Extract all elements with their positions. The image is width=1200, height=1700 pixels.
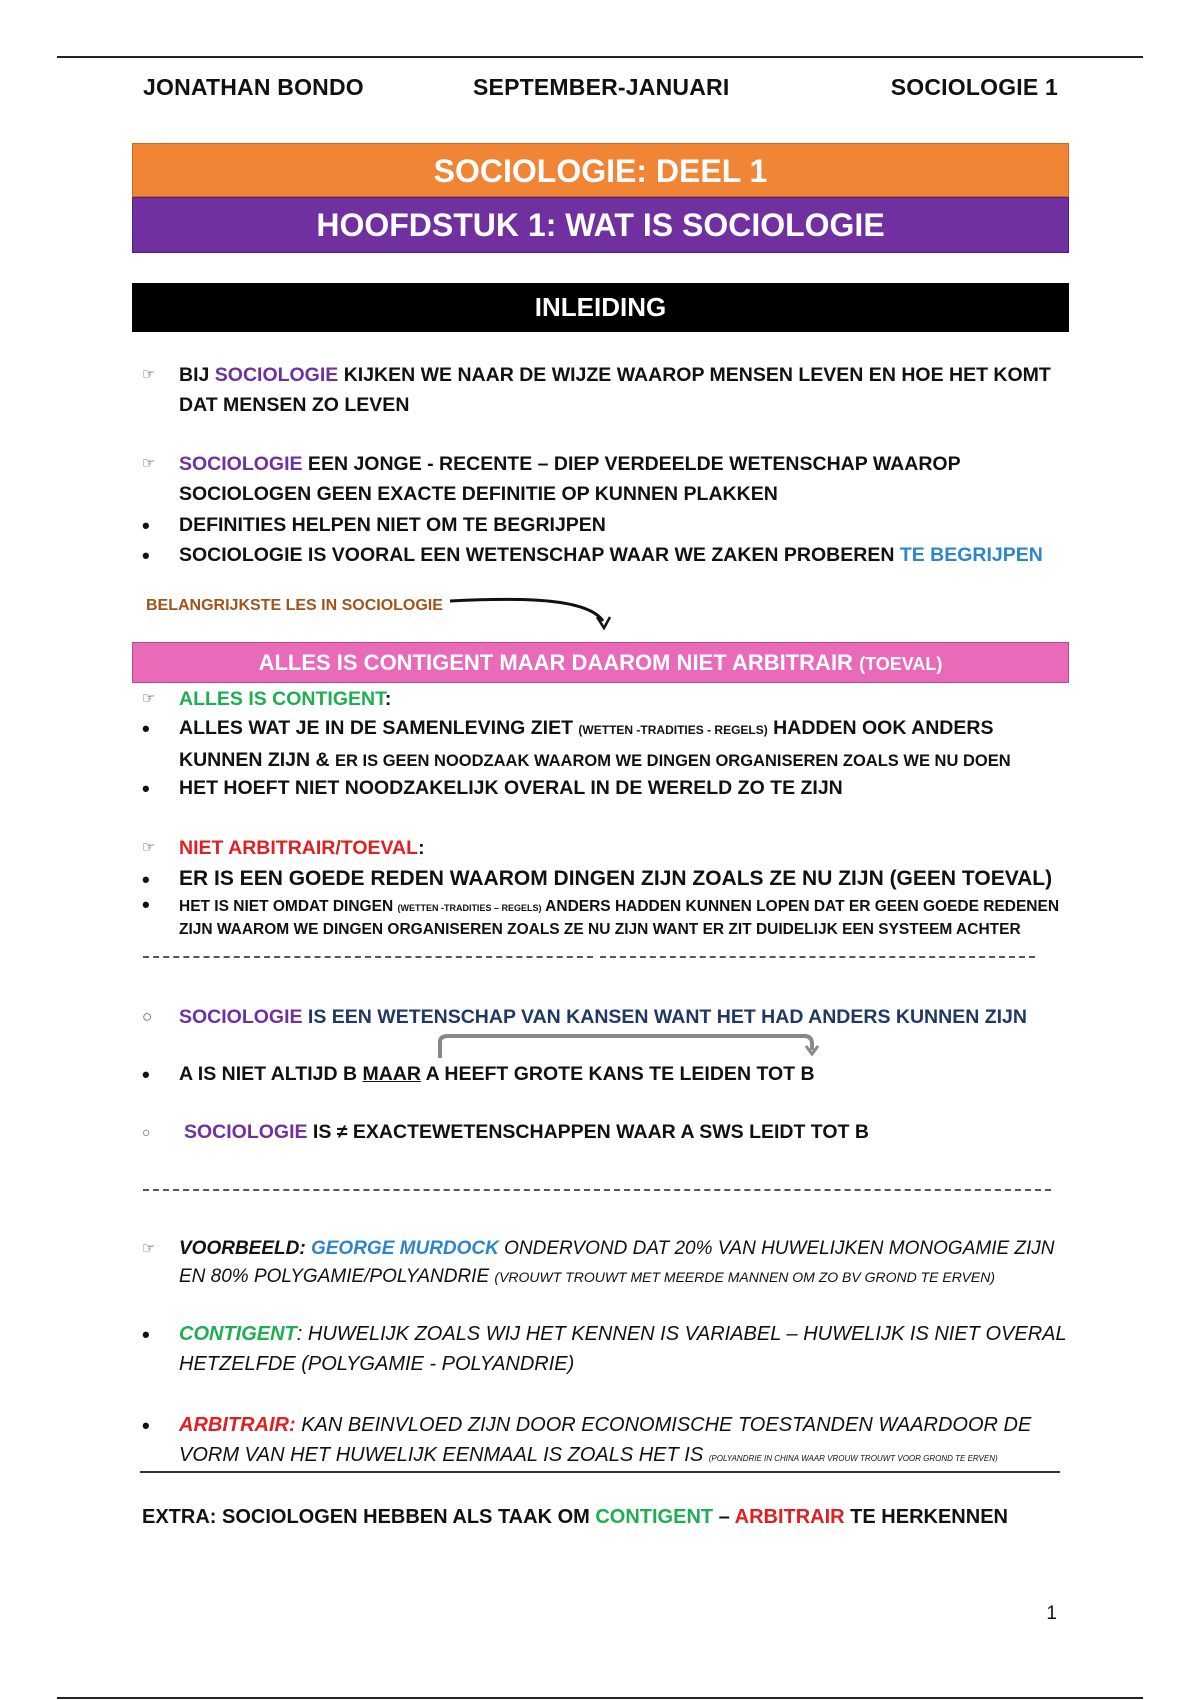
bullet-icon: • (142, 1413, 150, 1438)
intro-bullet-2: • SOCIOLOGIE IS VOORAL EEN WETENSCHAP WAAR WE ZAKEN PROBEREN TE BEGRIJPEN (142, 540, 1072, 570)
course-name: SOCIOLOGIE 1 (890, 74, 1058, 100)
arbitrair-bullet-1: • ER IS EEN GOEDE REDEN WAAROM DINGEN ZIJN ZOALS ZE NU ZIJN (GEEN TOEVAL) (142, 864, 1072, 894)
contigent-bullet-1: • ALLES WAT JE IN DE SAMENLEVING ZIET (WETTEN -TRADITIES - REGELS) HADDEN OOK ANDERS KUNNEN ZIJN & ER IS GEEN NOODZAAK WAAROM WE DINGEN ORGANISEREN ZOALS WE NU DOEN (142, 716, 1011, 771)
a-b-line: • A IS NIET ALTIJD B MAAR A HEEFT GROTE KANS TE LEIDEN TOT B (142, 1059, 1072, 1089)
pointing-hand-icon: ☞ (142, 839, 156, 856)
pointing-hand-icon: ☞ (142, 366, 156, 383)
bracket-arrow-icon (434, 1032, 820, 1062)
part-banner: SOCIOLOGIE: DEEL 1 (132, 143, 1069, 197)
bullet-icon: • (142, 776, 150, 801)
intro-paragraph-2: ☞ SOCIOLOGIE EEN JONGE - RECENTE – DIEP VERDEELDE WETENSCHAP WAAROP SOCIOLOGEN GEEN EXACTE DEFINITIE OP KUNNEN PLAKKEN (142, 449, 1072, 509)
pointing-hand-icon: ☞ (142, 690, 156, 707)
intro-bullet-1: • DEFINITIES HELPEN NIET OM TE BEGRIJPEN (142, 510, 1072, 540)
circle-bullet-icon: ○ (142, 1124, 151, 1140)
not-equal-symbol: ≠ (336, 1121, 348, 1143)
example-arbitrair: • ARBITRAIR: KAN BEINVLOED ZIJN DOOR ECONOMISCHE TOESTANDEN WAARDOOR DE VORM VAN HET HUWELIJK EENMAAL IS ZOALS HET IS (POLYANDRIE IN CHINA WAAR VROUW TROUWT VOOR GROND TE ERVEN) (142, 1413, 1032, 1466)
lesson-label: BELANGRIJKSTE LES IN SOCIOLOGIE (146, 597, 443, 614)
top-rule (57, 56, 1143, 58)
bullet-icon: • (142, 543, 150, 568)
example-contigent: • CONTIGENT: HUWELIJK ZOALS WIJ HET KENNEN IS VARIABEL – HUWELIJK IS NIET OVERAL HETZELFDE (POLYGAMIE - POLYANDRIE) (142, 1322, 1067, 1375)
intro-paragraph-1: ☞ BIJ SOCIOLOGIE KIJKEN WE NAAR DE WIJZE WAAROP MENSEN LEVEN EN HOE HET KOMT DAT MENSEN ZO LEVEN (142, 360, 1072, 420)
pointing-hand-icon: ☞ (142, 455, 156, 472)
period: SEPTEMBER-JANUARI (473, 74, 730, 100)
page-number: 1 (1046, 1603, 1057, 1624)
exact-science-line: ○ SOCIOLOGIE IS ≠ EXACTEWETENSCHAPPEN WAAR A SWS LEIDT TOT B (142, 1117, 1072, 1147)
bullet-icon: • (142, 1322, 150, 1347)
pointing-hand-icon: ☞ (142, 1240, 156, 1257)
circle-bullet-icon: ○ (142, 1007, 153, 1026)
bullet-icon: • (142, 513, 150, 538)
bullet-icon: • (142, 716, 150, 741)
extra-line: EXTRA: SOCIOLOGEN HEBBEN ALS TAAK OM CONTIGENT – ARBITRAIR TE HERKENNEN (142, 1506, 1008, 1528)
contigent-bullet-2: • HET HOEFT NIET NOODZAKELIJK OVERAL IN DE WERELD ZO TE ZIJN (142, 773, 1072, 803)
lesson-banner: ALLES IS CONTIGENT MAAR DAAROM NIET ARBITRAIR (TOEVAL) (132, 642, 1069, 683)
dashed-divider (143, 956, 593, 958)
chance-line: ○ SOCIOLOGIE IS EEN WETENSCHAP VAN KANSEN WANT HET HAD ANDERS KUNNEN ZIJN (142, 1002, 1072, 1032)
chapter-banner: HOOFDSTUK 1: WAT IS SOCIOLOGIE (132, 197, 1069, 253)
dashed-divider (600, 956, 1035, 958)
section-banner: INLEIDING (132, 283, 1069, 332)
bullet-icon: • (142, 1062, 150, 1087)
example-paragraph: ☞ VOORBEELD: GEORGE MURDOCK ONDERVOND DAT 20% VAN HUWELIJKEN MONOGAMIE ZIJN EN 80% POLYGAMIE/POLYANDRIE (VROUWT TROUWT MET MEERDE MANNEN OM ZO BV GROND TE ERVEN) (142, 1235, 1072, 1291)
contigent-heading: ☞ ALLES IS CONTIGENT: (142, 684, 1072, 714)
author-name: JONATHAN BONDO (143, 74, 364, 100)
arbitrair-bullet-2: • HET IS NIET OMDAT DINGEN (WETTEN -TRADITIES – REGELS) ANDERS HADDEN KUNNEN LOPEN DAT ER GEEN GOEDE REDENEN ZIJN WAAROM WE DINGEN ORGANISEREN ZOALS ZE NU ZIJN WANT ER ZIT DUIDELIJK EEN SYSTEEM ACHTER (142, 892, 1060, 938)
bottom-rule (57, 1697, 1143, 1699)
solid-divider (140, 1471, 1060, 1473)
bullet-icon: • (142, 892, 150, 917)
dashed-divider (143, 1189, 1051, 1191)
arbitrair-heading: ☞ NIET ARBITRAIR/TOEVAL: (142, 833, 1072, 863)
bullet-icon: • (142, 867, 150, 892)
curved-arrow-icon (448, 595, 618, 635)
